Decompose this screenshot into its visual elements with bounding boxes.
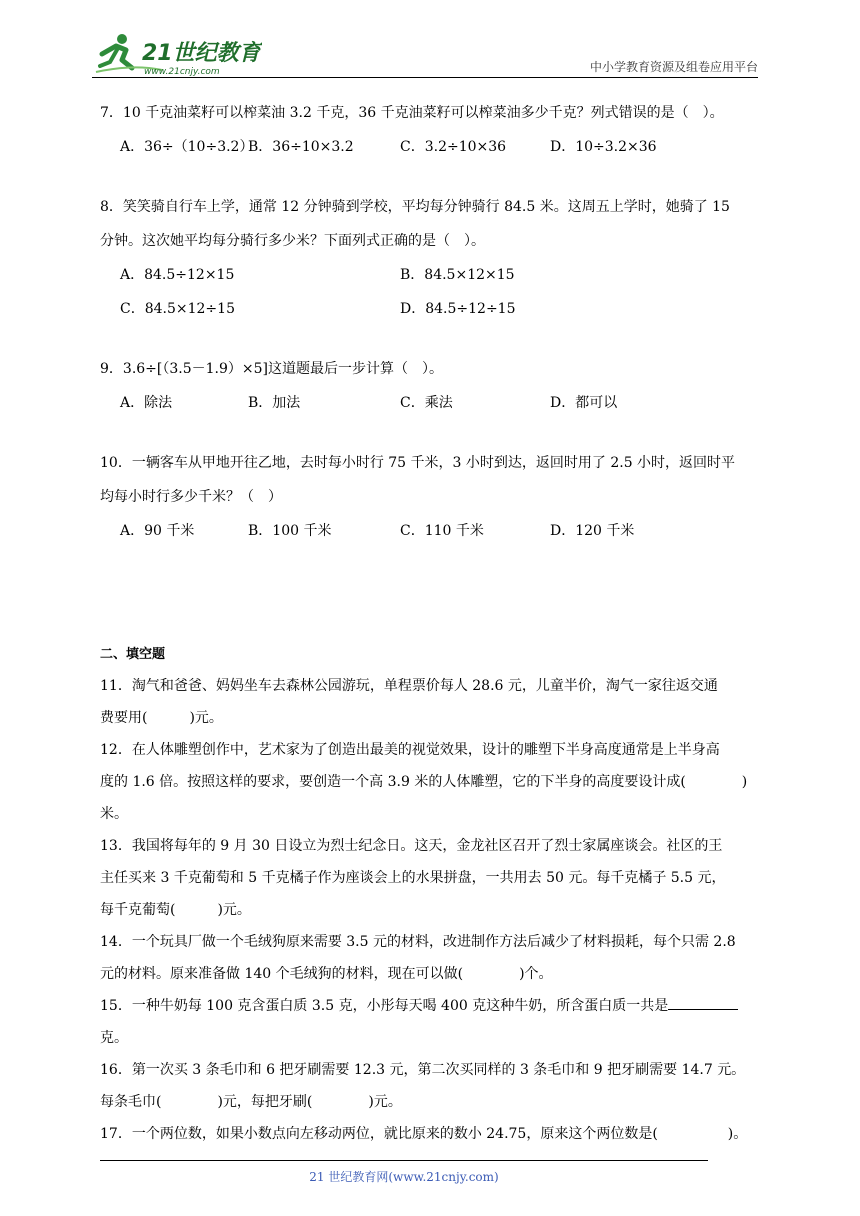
site-logo[interactable] xyxy=(92,30,262,80)
option-c[interactable]: C．3.2÷10×36 xyxy=(400,139,507,155)
option-d[interactable]: D．10÷3.2×36 xyxy=(550,139,657,155)
question-content xyxy=(100,96,765,1150)
question-8-stem-line1: 8．笑笑骑自行车上学，通常 12 分钟骑到学校，平均每分钟骑行 84.5 米。这周五上学时，她骑了 15 xyxy=(100,199,730,215)
platform-name: 中小学教育资源及组卷应用平台 xyxy=(589,60,758,74)
q13-line3: 每千克葡萄( )元。 xyxy=(100,902,251,918)
question-9-options xyxy=(100,386,765,420)
question-7-options xyxy=(100,130,765,164)
section-title-fill-in: 二、填空题 xyxy=(100,647,166,662)
option-a[interactable]: A．84.5÷12×15 xyxy=(120,267,235,283)
q12-line3: 米。 xyxy=(100,806,128,822)
logo-text: 21世纪教育 xyxy=(142,41,261,66)
question-7-stem: 7．10 千克油菜籽可以榨菜油 3.2 千克，36 千克油菜籽可以榨菜油多少千克？列式错误的是（ ）。 xyxy=(100,105,724,121)
question-10-stem-line2: 均每小时行多少千米？（ ） xyxy=(100,489,282,505)
q11-line1: 11．淘气和爸爸、妈妈坐车去森林公园游玩，单程票价每人 28.6 元，儿童半价，淘气一家往返交通 xyxy=(100,678,718,694)
q15-suffix: 克。 xyxy=(100,1030,128,1046)
option-c[interactable]: C．乘法 xyxy=(400,395,453,411)
footer-divider xyxy=(100,1160,708,1161)
q11-line2: 费要用( )元。 xyxy=(100,710,223,726)
q15-line xyxy=(100,990,765,1054)
q16-line2: 每条毛巾( )元，每把牙刷( )元。 xyxy=(100,1094,402,1110)
option-b[interactable]: B．100 千米 xyxy=(248,523,332,539)
q17-line: 17．一个两位数，如果小数点向左移动两位，就比原来的数小 24.75，原来这个两位数是( )。 xyxy=(100,1126,748,1142)
option-d[interactable]: D．120 千米 xyxy=(550,523,635,539)
q15-answer-blank[interactable] xyxy=(668,995,738,1010)
option-c[interactable]: C．84.5×12÷15 xyxy=(120,301,235,317)
q14-line1: 14．一个玩具厂做一个毛绒狗原来需要 3.5 元的材料，改进制作方法后减少了材料损耗，每个只需 2.8 xyxy=(100,934,736,950)
runner-logo-icon xyxy=(92,30,262,80)
footer-text[interactable]: 21 世纪教育网(www.21cnjy.com) xyxy=(309,1170,499,1184)
option-b[interactable]: B．84.5×12×15 xyxy=(400,267,515,283)
option-a[interactable]: A．除法 xyxy=(120,395,173,411)
question-8-stem-line2: 分钟。这次她平均每分骑行多少米？下面列式正确的是（ ）。 xyxy=(100,233,485,249)
option-a[interactable]: A．90 千米 xyxy=(120,523,195,539)
option-b[interactable]: B．加法 xyxy=(248,395,301,411)
option-b[interactable]: B．36÷10×3.2 xyxy=(248,139,354,155)
logo-url: www.21cnjy.com xyxy=(144,67,220,77)
header-divider xyxy=(92,77,758,78)
question-8-options-row2 xyxy=(100,292,765,326)
option-d[interactable]: D．84.5÷12÷15 xyxy=(400,301,516,317)
q13-line1: 13．我国将每年的 9 月 30 日设立为烈士纪念日。这天，金龙社区召开了烈士家属座谈会。社区的王 xyxy=(100,838,723,854)
q15-text: 15．一种牛奶每 100 克含蛋白质 3.5 克，小彤每天喝 400 克这种牛奶，所含蛋白质一共是 xyxy=(100,998,669,1014)
question-8-options-row1 xyxy=(100,258,765,292)
q14-line2: 元的材料。原来准备做 140 个毛绒狗的材料，现在可以做( )个。 xyxy=(100,966,553,982)
q12-line2: 度的 1.6 倍。按照这样的要求，要创造一个高 3.9 米的人体雕塑，它的下半身的高度要设计成( ) xyxy=(100,774,748,790)
question-10-options xyxy=(100,514,765,548)
question-9-stem: 9．3.6÷[（3.5－1.9）×5]这道题最后一步计算（ ）。 xyxy=(100,361,443,377)
option-c[interactable]: C．110 千米 xyxy=(400,523,484,539)
question-10-stem-line1: 10．一辆客车从甲地开往乙地，去时每小时行 75 千米，3 小时到达，返回时用了 2.5 小时，返回时平 xyxy=(100,455,736,471)
q12-line1: 12．在人体雕塑创作中，艺术家为了创造出最美的视觉效果，设计的雕塑下半身高度通常是上半身高 xyxy=(100,742,720,758)
option-d[interactable]: D．都可以 xyxy=(550,395,618,411)
option-a[interactable]: A．36÷（10÷3.2） xyxy=(120,139,254,155)
q16-line1: 16．第一次买 3 条毛巾和 6 把牙刷需要 12.3 元，第二次买同样的 3 条毛巾和 9 把牙刷需要 14.7 元。 xyxy=(100,1062,746,1078)
q13-line2: 主任买来 3 千克葡萄和 5 千克橘子作为座谈会上的水果拼盘，一共用去 50 元。每千克橘子 5.5 元， xyxy=(100,870,726,886)
